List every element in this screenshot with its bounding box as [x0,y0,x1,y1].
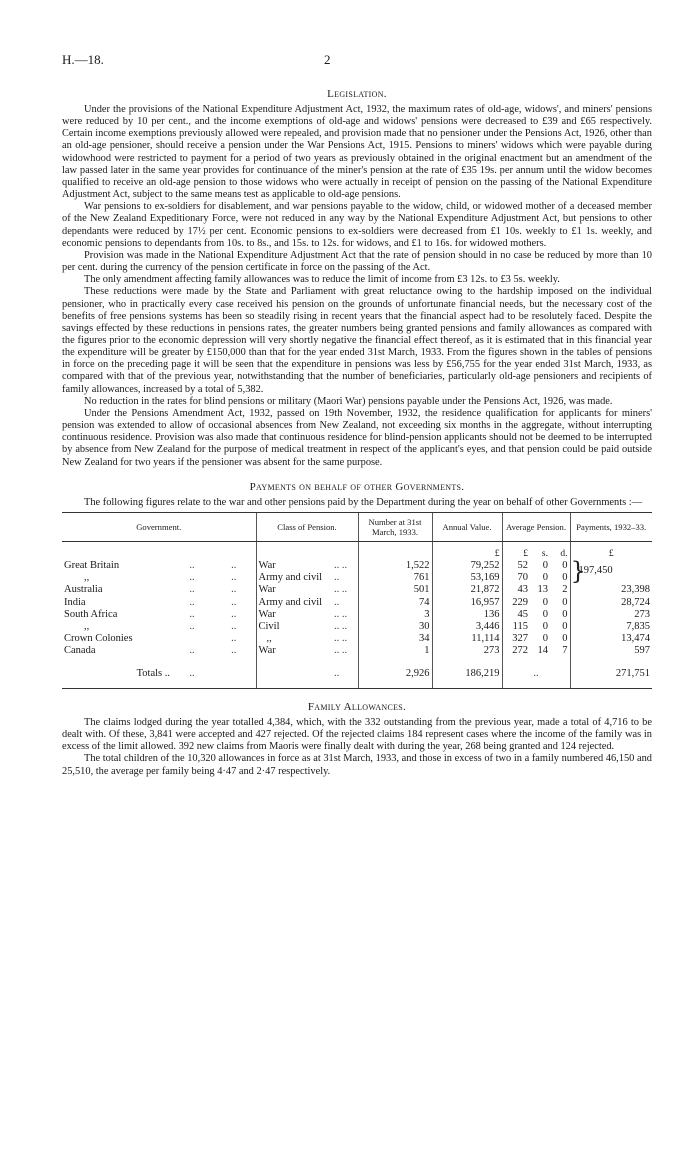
cell-government: ,, [84,572,90,584]
cell-avg-pounds: 45 [502,609,530,621]
col-average: Average Pension. [502,512,570,541]
cell-avg-pounds: 70 [502,572,530,584]
cell-avg-pence: 0 [562,621,568,633]
cell-avg-pence: 2 [562,584,568,596]
legislation-section [62,104,652,469]
cell-annual: 53,169 [432,572,502,584]
report-reference: H.—18. [62,52,104,67]
cell-number: 34 [358,633,432,645]
cell-avg-pounds: 272 [502,645,530,657]
unit-shillings: s. [541,548,548,559]
cell-class: Army and civil [256,597,332,609]
unit-annual: £ [432,541,502,560]
paragraph: No reduction in the rates for blind pensions or military (Maori War) pensions payable under the Pensions Act, 1926, was made. [84,395,613,407]
cell-avg-pence: 7 [562,645,568,657]
payments-intro: The following figures relate to the war and other pensions paid by the Department during the year on behalf of other Governments :— [84,496,643,508]
paragraph: War pensions to ex-soldiers for disablement, and war pensions payable to the widow, child, or widowed mother of a deceased member of the New Zealand Expeditionary Force, were not reduced in any way by the National Expenditure Adjustment Act, but pensions to other dependants were reduced by 17½ per cent. Economic pensions to ex-soldiers were decreased from £1 10s. weekly to £1 1s. weekly, and economic pensions to dependants from 10s. to 8s., and 15s. to 12s. for widows, and £1 to 16s. for widowed mothers. [62,201,652,249]
col-payments: Payments, 1932–33. [570,512,652,541]
paragraph: These reductions were made by the State and Parliament with great reluctance owing to the hardship imposed on the individual pensioner, who in practically every case received his pension on the grounds of unfortunate financial needs, but the necessary cost of the benefits of free pensions systems has been so steadily rising in recent years that the financial aspect had to be resolutely faced. Despite the savings effected by these reductions in pensions rates, the greater numbers being granted pensions and family allowances as compared with the figures prior to the economic depression will very shortly negative the financial effect thereof, as it is estimated that in this financial year the expenditure will be greater by £150,000 than that for the year ended 31st March, 1933. From the figures shown in the tables of pensions in force on the preceding page it will be seen that the expenditure in pensions was less by £56,755 for the year ended 31st March, 1933, as compared with that of the previous year, notwithstanding that the number of beneficiaries, particularly old-age pensioners and recipients of family allowances, increased by a total of 5,382. [62,286,652,395]
cell-number: 30 [358,621,432,633]
totals-average: .. [502,658,570,689]
col-number: Number at 31st March, 1933. [358,512,432,541]
cell-avg-shillings: 0 [542,560,548,572]
cell-number: 74 [358,597,432,609]
cell-payment: 23,398 [570,584,652,596]
totals-number: 2,926 [358,658,432,689]
payment-great-britain: 197,450 [578,565,613,577]
cell-avg-pence: 0 [562,572,568,584]
cell-annual: 136 [432,609,502,621]
running-head [62,52,652,76]
cell-class: ,, [256,633,332,645]
cell-number: 1 [358,645,432,657]
cell-payment: 597 [570,645,652,657]
cell-class: War [256,560,332,572]
paragraph: The only amendment affecting family allowances was to reduce the limit of income from £3 12s. to £3 5s. weekly. [84,274,560,286]
unit-pounds: £ [502,541,530,560]
cell-payment-combined [570,557,652,586]
totals-label: Totals .. [62,658,172,689]
totals-row: Totals .. .. .. 2,926 186,219 .. 271,751 [62,658,652,689]
cell-annual: 16,957 [432,597,502,609]
table-row: Canada .. .. War .. .. 1 273 272 14 7 597 [64,645,650,657]
paragraph: The total children of the 10,320 allowances in force as at 31st March, 1933, and those in excess of two in a family numbered 46,150 and 25,510, the average per family being 4·47 and 2·47 respectively. [62,753,652,777]
cell-avg-pounds: 229 [502,597,530,609]
paragraph: Under the provisions of the National Expenditure Adjustment Act, 1932, the maximum rates of old-age, widows', and miners' pensions were reduced by 10 per cent., and the income exemptions of old-age and widows' pensions were decreased to £39 and £65 respectively. Certain income exemptions previously allowed were repealed, and provision made that no pensioner under the Pensions Act, 1926, other than an old-age pensioner, should receive a pension under the War Pensions Act, 1915. Pensions to miners' widows which were payable during widowhood were restricted to payment for a period of two years as previously obtained in the original enactment but an amendment of the law passed later in the same year provides for continuance of the miner's pension at the rate of £35 19s. per annum until the widow becomes qualified to receive an old-age pension to those widows who were actually in receipt of pension on the passing of the National Expenditure Adjustment Act, subject to the same means test as applicable to old-age pensions. [62,104,652,201]
cell-avg-shillings: 0 [542,596,548,608]
cell-annual: 79,252 [432,560,502,572]
paragraph: The claims lodged during the year totalled 4,384, which, with the 332 outstanding from the previous year, made a total of 4,716 to be dealt with. Of these, 3,841 were accepted and 427 rejected. Of the rejected claims 184 represent cases where the income of the family was in excess of the limit allowed. 392 new claims from Maoris were finally dealt with during the year, 268 being granted and 124 rejected. [62,716,652,753]
cell-avg-pence: 0 [562,596,568,608]
cell-annual: 21,872 [432,584,502,596]
cell-avg-pence: 0 [562,608,568,620]
cell-avg-pounds: 52 [502,560,530,572]
payments-heading: Payments on behalf of other Governments. [249,480,465,493]
cell-avg-shillings: 0 [542,621,548,633]
cell-government: Canada [64,645,96,657]
family-allowances-heading: Family Allowances. [307,700,407,713]
cell-annual: 273 [432,645,502,657]
table-row: ,, .. .. Army and civil .. 761 53,169 70 0 0 [62,572,652,584]
family-allowances-section [62,717,652,778]
col-class: Class of Pension. [256,512,358,541]
totals-payments: 271,751 [570,658,652,689]
cell-number: 3 [358,609,432,621]
cell-class: War [256,609,332,621]
table-row: Australia .. .. War .. .. 501 21,872 43 13 2 23,398 [64,584,650,596]
cell-payment: 273 [570,609,652,621]
cell-payment: 7,835 [570,621,652,633]
table-header-row [62,512,652,541]
cell-class: War [256,584,332,596]
cell-avg-pence: 0 [562,633,568,645]
cell-class: Civil [256,621,332,633]
cell-government: ,, [84,621,90,633]
paragraph: Under the Pensions Amendment Act, 1932, passed on 19th November, 1932, the residence qualification for applicants for miners' pension was extended to allow of occasional absences from New Zealand, not exceeding six months in the aggregate, without interrupting continuous residence. Provision was also made that continuous residence for blind-pension applicants should not be deemed to be interrupted by absence from New Zealand for the purpose of medical treatment in respect of the applicant's eyes, and that pension could be paid outside New Zealand for two years if the pensioner was absent for the same purpose. [62,407,652,468]
cell-class: War [256,645,332,657]
totals-annual: 186,219 [432,658,502,689]
cell-avg-pounds: 115 [502,621,530,633]
cell-government: Australia [64,584,103,596]
unit-payments: £ [570,541,652,560]
cell-government: Crown Colonies [64,633,133,645]
table-row: Great Britain .. .. War .. .. 1,522 79,252 52 0 0 } 197,450 [62,560,652,572]
units-row [62,541,652,560]
table-row: India .. .. Army and civil .. 74 16,957 229 0 0 28,724 [64,596,650,608]
cell-annual: 3,446 [432,621,502,633]
paragraph: Provision was made in the National Expenditure Adjustment Act that the rate of pension should in no case be reduced by more than 10 per cent. during the currency of the pension certificate in force on the passing of the Act. [62,249,652,274]
table-row: South Africa .. .. War .. .. 3 136 45 0 0 273 [64,608,650,620]
cell-government: South Africa [64,608,118,620]
cell-number: 1,522 [358,560,432,572]
cell-government: India [64,596,86,608]
cell-avg-pounds: 43 [502,584,530,596]
cell-avg-pence: 0 [562,560,568,572]
cell-annual: 11,114 [432,633,502,645]
cell-number: 501 [358,584,432,596]
cell-avg-shillings: 0 [542,608,548,620]
col-government: Government. [62,512,256,541]
cell-class: Army and civil [256,572,332,584]
cell-avg-shillings: 0 [542,633,548,645]
cell-avg-pounds: 327 [502,633,530,645]
cell-number: 761 [358,572,432,584]
cell-payment: 28,724 [570,597,652,609]
payments-table [62,512,652,689]
cell-avg-shillings: 0 [542,572,548,584]
cell-government: Great Britain [64,560,120,572]
document-page [62,52,652,778]
unit-pence: d. [560,548,568,559]
cell-avg-shillings: 13 [537,584,548,596]
cell-avg-shillings: 14 [537,645,548,657]
page-number: 2 [324,52,331,67]
brace-glyph: } [570,557,586,586]
table-row: Crown Colonies .. ,, .. .. 34 11,114 327 0 0 13,474 [64,633,650,645]
cell-payment: 13,474 [570,633,652,645]
legislation-heading: Legislation. [327,88,387,100]
table-row: ,, .. .. Civil .. .. 30 3,446 115 0 0 7,835 [62,621,652,633]
col-annual: Annual Value. [432,512,502,541]
